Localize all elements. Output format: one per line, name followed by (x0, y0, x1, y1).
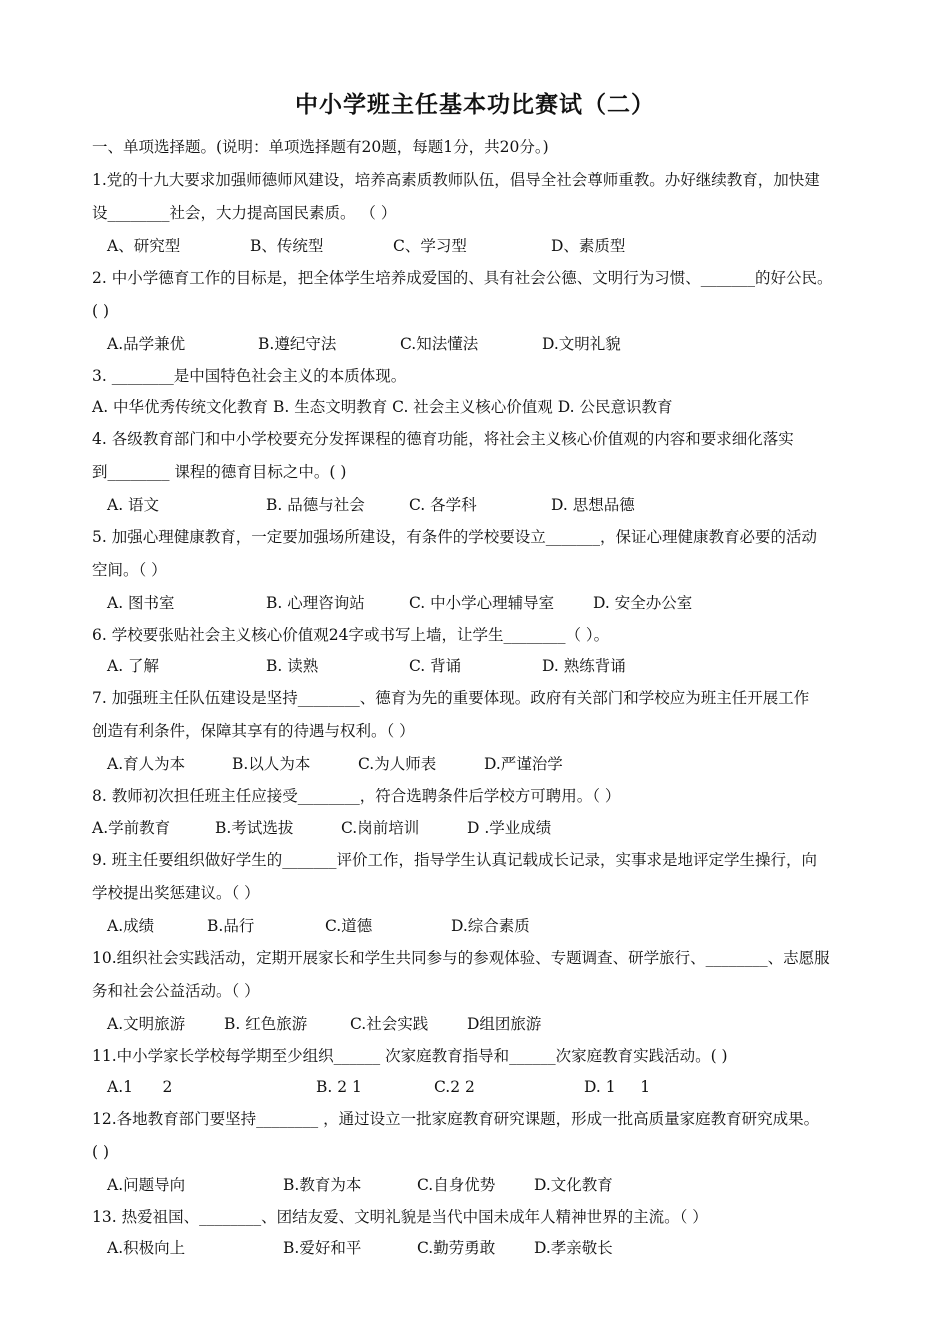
question-7-text-cont: 创造有利条件，保障其享有的待遇与权利。（ ） (92, 722, 415, 740)
question-10-option-d: D组团旅游 (467, 1015, 542, 1033)
question-12-text: 12.各地教育部门要坚持________ ，通过设立一批家庭教育研究课题，形成一批高质量家庭教育研究成果。 (92, 1110, 820, 1128)
question-11-option-a: A.1 2 (107, 1078, 173, 1096)
question-11-text: 11.中小学家长学校每学期至少组织______ 次家庭教育指导和______次家庭教育实践活动。( ) (92, 1047, 728, 1065)
question-12-option-c: C.自身优势 (417, 1176, 496, 1194)
question-7-option-d: D.严谨治学 (484, 755, 563, 773)
question-6-option-a: A. 了解 (107, 657, 160, 675)
question-2-option-b: B.遵纪守法 (258, 335, 337, 353)
question-9-option-b: B.品行 (207, 917, 255, 935)
question-12-option-b: B.教育为本 (283, 1176, 362, 1194)
question-2-text-cont: ( ) (92, 302, 110, 320)
question-6-option-d: D. 熟练背诵 (542, 657, 626, 675)
question-7-option-b: B.以人为本 (232, 755, 311, 773)
question-7-option-a: A.育人为本 (107, 755, 186, 773)
question-1-option-c: C、学习型 (393, 237, 467, 255)
question-8-option-a: A.学前教育 (92, 819, 171, 837)
question-10-text-cont: 务和社会公益活动。（ ） (92, 982, 260, 1000)
question-6-text: 6. 学校要张贴社会主义核心价值观24字或书写上墙，让学生________（ ）。 (92, 626, 610, 644)
question-10-option-c: C.社会实践 (350, 1015, 429, 1033)
question-9-option-a: A.成绩 (107, 917, 155, 935)
question-9-text: 9. 班主任要组织做好学生的_______评价工作，指导学生认真记载成长记录，实事求是地评定学生操行，向 (92, 851, 817, 869)
question-1-text: 1.党的十九大要求加强师德师风建设，培养高素质教师队伍，倡导全社会尊师重教。办好继续教育，加快建 (92, 171, 820, 189)
question-4-option-b: B. 品德与社会 (266, 496, 365, 514)
section-heading: 一、单项选择题。(说明：单项选择题有20题，每题1分，共20分。) (92, 138, 549, 156)
question-1-option-b: B、传统型 (250, 237, 324, 255)
question-10-option-b: B. 红色旅游 (224, 1015, 308, 1033)
question-11-option-d: D. 1 1 (584, 1078, 651, 1096)
question-1-option-a: A、研究型 (107, 237, 181, 255)
question-13-option-d: D.孝亲敬长 (534, 1239, 613, 1257)
question-7-text: 7. 加强班主任队伍建设是坚持________、德育为先的重要体现。政府有关部门和学校应为班主任开展工作 (92, 689, 810, 707)
question-2-text: 2. 中小学德育工作的目标是，把全体学生培养成爱国的、具有社会公德、文明行为习惯、_______的好公民。 (92, 269, 833, 287)
question-5-option-a: A. 图书室 (107, 594, 175, 612)
question-12-option-d: D.文化教育 (534, 1176, 613, 1194)
question-13-option-c: C.勤劳勇敢 (417, 1239, 496, 1257)
question-13-text: 13. 热爱祖国、________、团结友爱、文明礼貌是当代中国未成年人精神世界的主流。（ ） (92, 1208, 708, 1226)
question-9-text-cont: 学校提出奖惩建议。（ ） (92, 884, 260, 902)
question-8-text: 8. 教师初次担任班主任应接受________，符合选聘条件后学校方可聘用。（ ） (92, 787, 621, 805)
question-4-option-c: C. 各学科 (409, 496, 477, 514)
question-11-option-c: C.2 2 (434, 1078, 475, 1096)
question-7-option-c: C.为人师表 (358, 755, 437, 773)
question-8-option-b: B.考试选拔 (215, 819, 294, 837)
question-11-option-b: B. 2 1 (316, 1078, 362, 1096)
question-13-option-b: B.爱好和平 (283, 1239, 362, 1257)
question-6-option-c: C. 背诵 (409, 657, 462, 675)
question-1-text-cont: 设________社会，大力提高国民素质。 （ ） (92, 204, 397, 222)
question-13-option-a: A.积极向上 (107, 1239, 186, 1257)
question-12-option-a: A.问题导向 (107, 1176, 186, 1194)
question-10-text: 10.组织社会实践活动，定期开展家长和学生共同参与的参观体验、专题调查、研学旅行、________、志愿服 (92, 949, 830, 967)
question-9-option-d: D.综合素质 (451, 917, 530, 935)
question-3-options: A. 中华优秀传统文化教育 B. 生态文明教育 C. 社会主义核心价值观 D. 公民意识教育 (92, 398, 673, 416)
question-1-option-d: D、素质型 (551, 237, 626, 255)
question-8-option-c: C.岗前培训 (341, 819, 420, 837)
question-6-option-b: B. 读熟 (266, 657, 319, 675)
question-4-text: 4. 各级教育部门和中小学校要充分发挥课程的德育功能，将社会主义核心价值观的内容和要求细化落实 (92, 430, 794, 448)
question-2-option-a: A.品学兼优 (107, 335, 186, 353)
question-2-option-c: C.知法懂法 (400, 335, 479, 353)
question-9-option-c: C.道德 (325, 917, 373, 935)
question-5-option-d: D. 安全办公室 (593, 594, 693, 612)
question-3-text: 3. ________是中国特色社会主义的本质体现。 (92, 367, 407, 385)
question-5-text: 5. 加强心理健康教育，一定要加强场所建设，有条件的学校要设立_______，保证心理健康教育必要的活动 (92, 528, 817, 546)
page-title: 中小学班主任基本功比赛试（二） (295, 92, 655, 118)
question-5-text-cont: 空间。（ ） (92, 561, 167, 579)
question-2-option-d: D.文明礼貌 (542, 335, 621, 353)
question-8-option-d: D .学业成绩 (467, 819, 552, 837)
question-4-option-d: D. 思想品德 (551, 496, 635, 514)
question-10-option-a: A.文明旅游 (107, 1015, 186, 1033)
question-4-text-cont: 到________ 课程的德育目标之中。( ) (92, 463, 347, 481)
question-4-option-a: A. 语文 (107, 496, 160, 514)
question-12-text-cont: ( ) (92, 1143, 110, 1161)
question-5-option-c: C. 中小学心理辅导室 (409, 594, 555, 612)
question-5-option-b: B. 心理咨询站 (266, 594, 365, 612)
